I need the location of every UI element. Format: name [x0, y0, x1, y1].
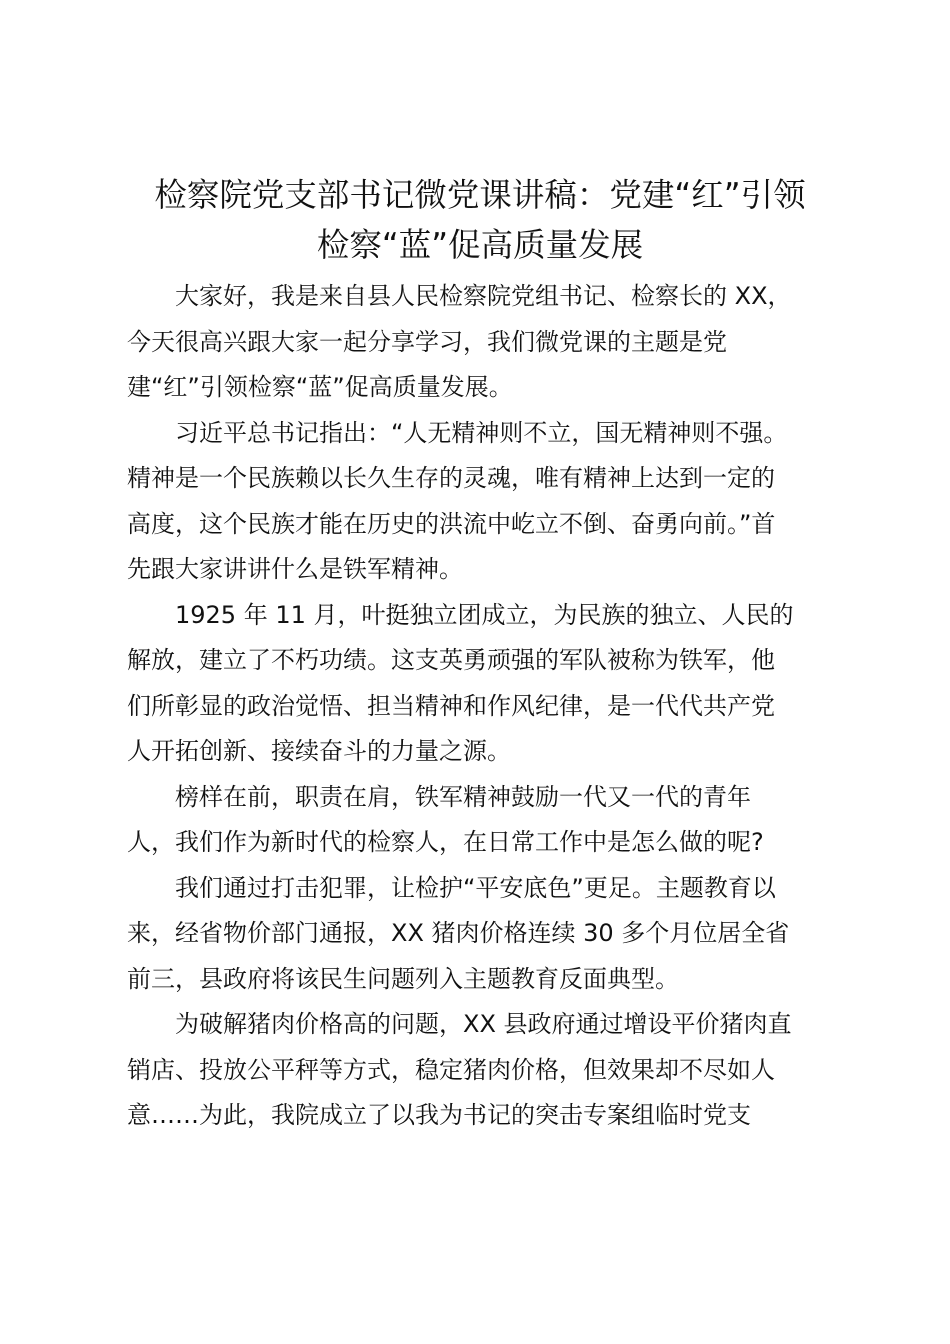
text-line: 前三，县政府将该民生问题列入主题教育反面典型。 — [127, 964, 679, 993]
text-line: 我们通过打击犯罪，让检护“平安底色”更足。主题教育以 — [175, 873, 776, 902]
text-line: 习近平总书记指出：“人无精神则不立，国无精神则不强。 — [175, 418, 788, 447]
document-body — [127, 274, 833, 1139]
text-line: 来，经省物价部门通报，XX 猪肉价格连续 30 多个月位居全省 — [127, 919, 790, 947]
title-line: 检察院党支部书记微党课讲稿：党建“红”引领 — [154, 176, 806, 214]
paragraph — [127, 274, 833, 411]
paragraph — [127, 411, 833, 593]
text-line: 建“红”引领检察“蓝”促高质量发展。 — [127, 373, 513, 401]
text-line: 解放，建立了不朽功绩。这支英勇顽强的军队被称为铁军，他 — [127, 646, 775, 674]
paragraph — [127, 1002, 833, 1139]
text-line: 人，我们作为新时代的检察人，在日常工作中是怎么做的呢? — [127, 828, 764, 856]
paragraph — [127, 593, 833, 775]
text-line: 意……为此，我院成立了以我为书记的突击专案组临时党支 — [127, 1101, 751, 1129]
title-line: 检察“蓝”促高质量发展 — [316, 226, 644, 264]
paragraph — [127, 775, 833, 866]
text-line: 1925 年 11 月，叶挺独立团成立，为民族的独立、人民的 — [175, 600, 794, 629]
text-line: 高度，这个民族才能在历史的洪流中屹立不倒、奋勇向前。”首 — [127, 509, 776, 538]
document-title — [110, 170, 850, 270]
text-line: 们所彰显的政治觉悟、担当精神和作风纪律，是一代代共产党 — [127, 691, 775, 720]
text-line: 今天很高兴跟大家一起分享学习，我们微党课的主题是党 — [127, 327, 727, 356]
text-line: 为破解猪肉价格高的问题，XX 县政府通过增设平价猪肉直 — [175, 1010, 792, 1038]
text-line: 精神是一个民族赖以长久生存的灵魂，唯有精神上达到一定的 — [127, 464, 775, 492]
text-line: 人开拓创新、接续奋斗的力量之源。 — [127, 737, 511, 765]
paragraph — [127, 866, 833, 1003]
text-line: 大家好，我是来自县人民检察院党组书记、检察长的 XX， — [175, 282, 792, 310]
text-line: 先跟大家讲讲什么是铁军精神。 — [127, 555, 463, 583]
text-line: 销店、投放公平秤等方式，稳定猪肉价格，但效果却不尽如人 — [127, 1055, 775, 1084]
text-line: 榜样在前，职责在肩，铁军精神鼓励一代又一代的青年 — [175, 782, 751, 811]
